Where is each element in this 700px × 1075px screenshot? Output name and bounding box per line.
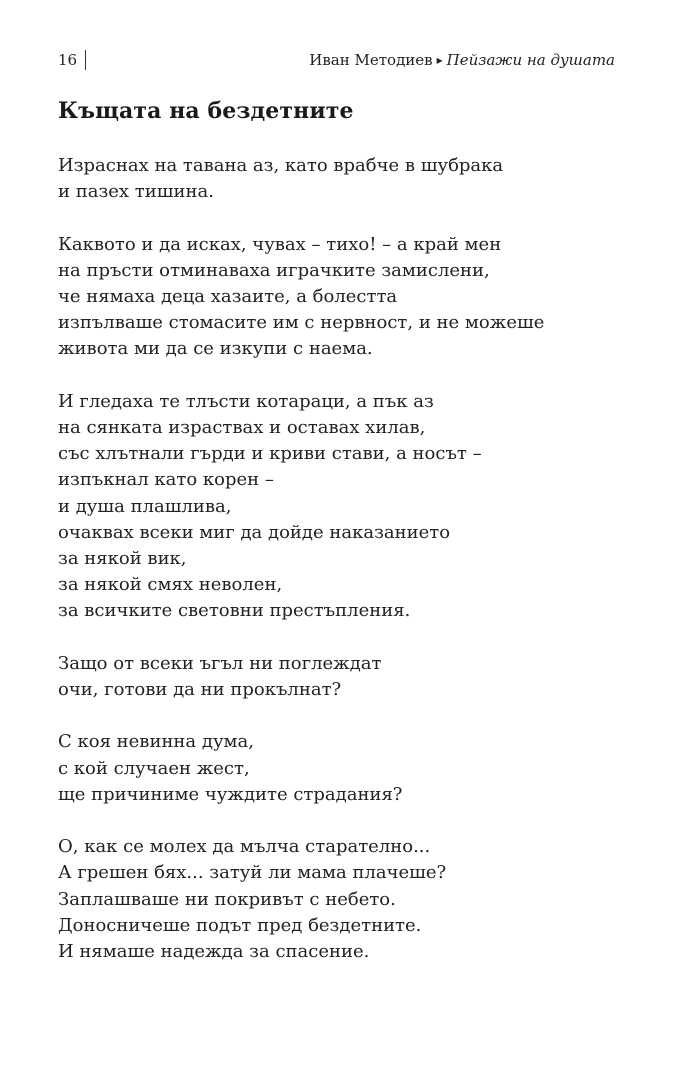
poem-body <box>58 153 658 965</box>
poem-line: А грешен бях... затуй ли мама плачеше? <box>58 862 447 884</box>
poem-line: очи, готови да ни прокълнат? <box>58 679 342 701</box>
poem-line: за всичките световни престъпления. <box>58 600 411 622</box>
poem-line: изпълваше стомасите им с нервност, и не можеше <box>58 312 545 334</box>
poem-line: И гледаха те тлъсти котараци, а пък аз <box>58 390 434 412</box>
page-header <box>58 46 615 74</box>
poem-line: живота ми да се изкупи с наема. <box>58 338 373 360</box>
poem-line: С коя невинна дума, <box>58 731 255 753</box>
header-divider <box>85 50 86 70</box>
poem-line: ще причиниме чуждите страдания? <box>58 783 403 805</box>
poem-line: със хлътнали гърди и криви стави, а носът – <box>58 443 482 465</box>
poem-line: Израснах на тавана аз, като врабче в шубрака <box>58 155 504 176</box>
poem-line: Защо от всеки ъгъл ни поглеждат <box>58 652 382 674</box>
poem-line: Доносничеше подът пред бездетните. <box>58 914 422 936</box>
poem-line: за някой смях неволен, <box>58 574 283 596</box>
poem-line: изпъкнал като корен – <box>58 469 274 491</box>
poem-line: с кой случаен жест, <box>58 757 250 779</box>
triangle-separator-icon: ▸ <box>436 53 443 67</box>
poem-stanza <box>58 651 658 703</box>
poem-line: И нямаше надежда за спасение. <box>58 941 370 963</box>
poem-stanza <box>58 729 658 808</box>
page-number: 16 <box>58 51 78 69</box>
poem-line: на сянката израствах и оставах хилав, <box>58 417 426 438</box>
poem-line: О, как се молех да мълча старателно... <box>58 836 431 858</box>
running-head <box>309 46 615 75</box>
author-name: Иван Методиев <box>309 51 433 69</box>
poem-stanza <box>58 389 658 625</box>
poem-line: и пазех тишина. <box>58 181 214 203</box>
poem-stanza <box>58 153 658 205</box>
poem-line: Заплашваше ни покривът с небето. <box>58 888 396 910</box>
poem-line: на пръсти отминаваха играчките замислени, <box>58 259 490 281</box>
poem-title: Къщата на бездетните <box>58 98 354 124</box>
poem-line: че нямаха деца хазаите, а болестта <box>58 286 398 307</box>
book-title: Пейзажи на душата <box>446 51 615 69</box>
poem-line: за някой вик, <box>58 548 187 570</box>
poem-line: Каквото и да исках, чувах – тихо! – а край мен <box>58 233 502 255</box>
poem-stanza <box>58 232 658 363</box>
poem-line: очаквах всеки миг да дойде наказанието <box>58 521 451 543</box>
poem-line: и душа плашлива, <box>58 495 232 517</box>
poem-stanza <box>58 834 658 965</box>
